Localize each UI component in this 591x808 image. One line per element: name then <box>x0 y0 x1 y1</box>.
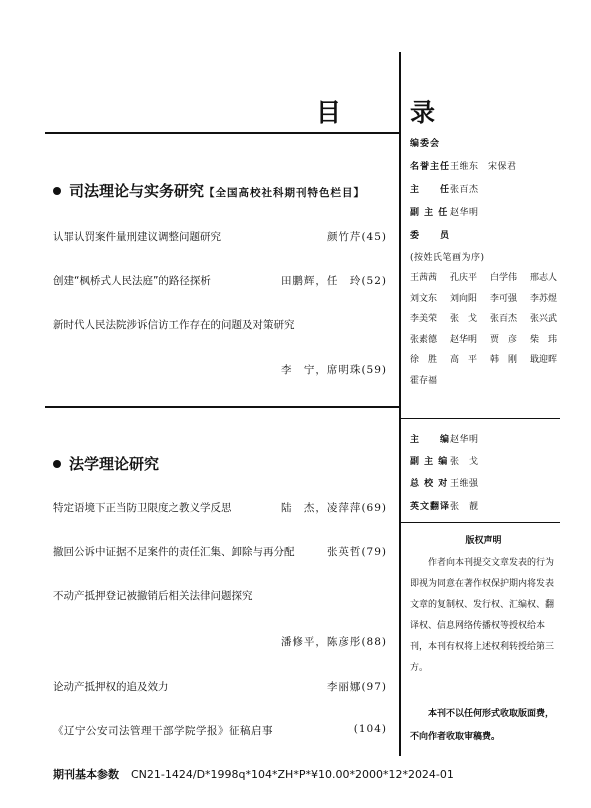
editorial-rule-1 <box>400 418 560 419</box>
section-subtitle: 【全国高校社科期刊特色栏目】 <box>204 187 366 199</box>
bullet-icon <box>53 460 61 468</box>
article-title[interactable]: 撤回公诉中证据不足案件的责任汇集、卸除与再分配 <box>53 546 295 558</box>
section-title: 司法理论与实务研究 <box>69 182 205 200</box>
deputy-director: 副 主 任 赵华明 <box>410 208 479 218</box>
article-author-page: 颜竹芹(45) <box>326 231 387 243</box>
article-title[interactable]: 特定语境下正当防卫限度之教义学反思 <box>53 502 232 514</box>
article-author-page: 潘修平，陈彦彤(88) <box>280 636 387 648</box>
article-author-page: 李 宁，席明珠(59) <box>280 364 387 376</box>
committee-label: 编委会 <box>410 139 441 149</box>
members-list <box>410 268 557 391</box>
article-author-page: 李丽娜(97) <box>326 681 387 693</box>
section-title: 法学理论研究 <box>69 455 160 473</box>
editorial-rule-2 <box>400 522 560 523</box>
members-row: 徐 胜 高 平 韩 刚 戢迎晖 <box>410 355 557 365</box>
members-row: 张素德 赵华明 贾 彦 柴 玮 <box>410 334 557 345</box>
members-note: (按姓氏笔画为序) <box>410 253 485 263</box>
members-row: 刘文东 刘向阳 李可强 李苏煜 <box>410 293 557 304</box>
article-author-page: 陆 杰，凌萍萍(69) <box>280 502 387 514</box>
members-label: 委 员 <box>410 231 451 241</box>
article-author-page: 田鹏辉，任 玲(52) <box>280 275 387 287</box>
honorary-director: 名誉主任王维东 宋保君 <box>410 162 517 172</box>
copyright-title: 版权声明 <box>465 536 502 546</box>
article-title[interactable]: 不动产抵押登记被撤销后相关法律问题探究 <box>53 590 253 602</box>
article-title[interactable]: 认罪认罚案件量刑建议调整问题研究 <box>53 231 221 243</box>
solicitation-title[interactable]: 《辽宁公安司法管理干部学院学报》征稿启事 <box>53 725 273 737</box>
chief-editor: 主 编赵华明 <box>410 435 479 445</box>
article-author-page: 张英哲(79) <box>326 546 387 558</box>
fee-notice: 本刊不以任何形式收取版面费，不向作者收取审稿费。 <box>410 709 555 742</box>
article-title[interactable]: 创建“枫桥式人民法庭”的路径探析 <box>53 275 211 287</box>
deputy-chief-editor: 副 主 编 张 戈 <box>410 457 479 467</box>
director: 主 任张百杰 <box>410 185 479 195</box>
article-title[interactable]: 论动产抵押权的追及效力 <box>53 681 169 693</box>
bullet-icon <box>53 187 61 195</box>
proofreader: 总 校 对 王维强 <box>410 479 479 489</box>
article-title[interactable]: 新时代人民法院涉诉信访工作存在的问题及对策研究 <box>53 319 295 331</box>
section-heading-theory <box>53 453 159 474</box>
members-row: 王茜茜 孔庆平 白学伟 邢志人 <box>410 273 557 283</box>
section-rule <box>45 406 400 408</box>
members-row: 李美荣 张 戈 张百杰 张兴武 <box>410 314 557 324</box>
copyright-text: 作者向本刊提交文章发表的行为即视为同意在著作权保护期内将发表文章的复制权、发行权、汇编权、翻译权、信息网络传播权等授权给本刊，本刊有权将上述权利转授给第三方。 <box>410 558 555 673</box>
title-rule <box>45 132 400 134</box>
column-divider <box>399 52 401 756</box>
page-title: 目 录 <box>316 98 458 127</box>
translator: 英文翻译张 靓 <box>410 502 479 512</box>
section-heading-judicial <box>53 180 365 201</box>
journal-parameters: 期刊基本参数 CN21-1424/D*1998q*104*ZH*P*¥10.00*2000*12*2024-01 <box>53 768 454 781</box>
members-row: 霍存福 <box>410 375 438 386</box>
solicitation-page: (104) <box>353 723 387 735</box>
